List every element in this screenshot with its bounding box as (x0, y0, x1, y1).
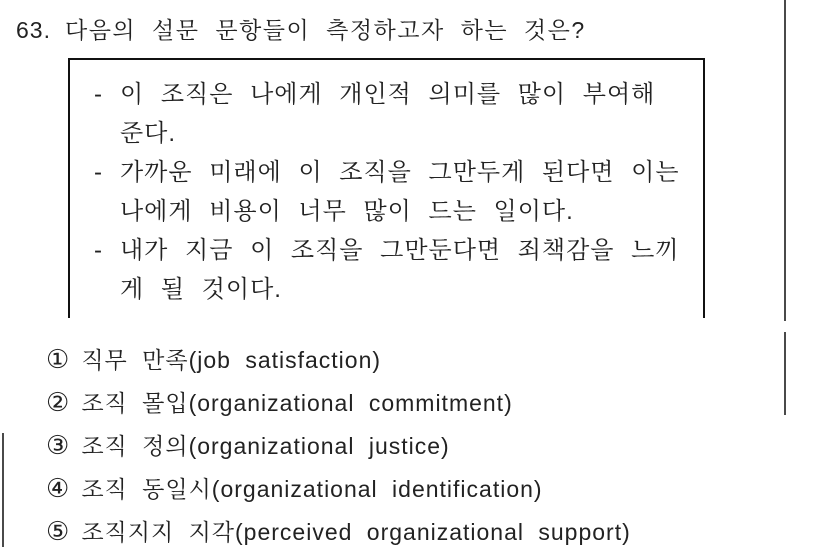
answer-option-1 (46, 338, 631, 381)
question-text: 다음의 설문 문항들이 측정하고자 하는 것은? (64, 17, 586, 43)
option-5-label: 조직지지 지각(perceived organizational support) (81, 519, 631, 545)
column-divider-right-lower (784, 332, 786, 415)
option-3-label: 조직 정의(organizational justice) (81, 433, 450, 459)
option-3-marker: ③ (46, 430, 70, 460)
survey-item-text: 이 조직은 나에게 개인적 의미를 많이 부여해 준다. (120, 81, 656, 147)
option-2-marker: ② (46, 387, 70, 417)
survey-items-box (68, 58, 705, 318)
survey-item (94, 153, 689, 231)
option-4-marker: ④ (46, 473, 70, 503)
answer-option-5 (46, 510, 631, 547)
item-dash: - (94, 81, 103, 108)
question-number: 63. (16, 17, 51, 43)
column-divider-left (2, 433, 4, 547)
survey-item-text: 내가 지금 이 조직을 그만둔다면 죄책감을 느끼 게 될 것이다. (120, 237, 680, 303)
survey-item-text: 가까운 미래에 이 조직을 그만두게 된다면 이는 나에게 비용이 너무 많이 드는 일이다. (120, 159, 680, 225)
option-2-label: 조직 몰입(organizational commitment) (81, 390, 513, 416)
answer-options (46, 338, 631, 547)
answer-option-2 (46, 381, 631, 424)
answer-option-3 (46, 424, 631, 467)
survey-item (94, 231, 689, 309)
option-1-label: 직무 만족(job satisfaction) (81, 347, 382, 373)
option-1-marker: ① (46, 344, 70, 374)
answer-option-4 (46, 467, 631, 510)
item-dash: - (94, 159, 103, 186)
question-header (16, 12, 586, 45)
option-5-marker: ⑤ (46, 516, 70, 546)
item-dash: - (94, 237, 103, 264)
survey-item (94, 75, 689, 153)
option-4-label: 조직 동일시(organizational identification) (81, 476, 543, 502)
column-divider-right-upper (784, 0, 786, 321)
